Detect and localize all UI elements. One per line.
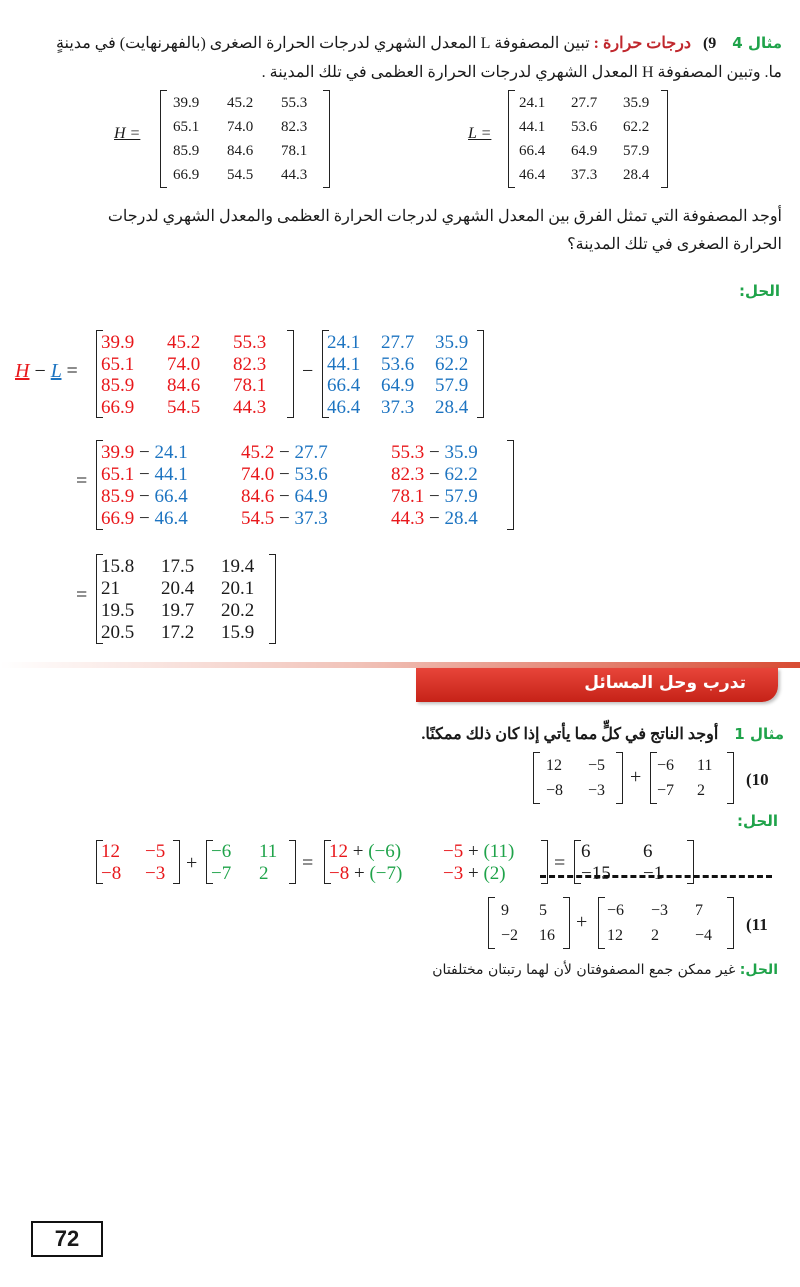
problem-text-line-1: تبين المصفوفة L المعدل الشهري لدرجات الحرارة الصغرى (بالفهرنهايت) في مدينةٍ [55, 35, 590, 52]
section-banner-title: تدرب وحل المسائل [584, 673, 746, 693]
q11-matrix-B [598, 897, 734, 949]
q10-A-cell: −5 [588, 757, 606, 774]
book-H-cell: 78.1 [281, 143, 308, 159]
q11-solution-text: غير ممكن جمع المصفوفتان لأن لهما رتبتان مختلفتان [432, 962, 736, 978]
result-cell: 19.4 [221, 556, 255, 577]
s10-res-cell: 6 [581, 841, 591, 862]
sol-L-cell: 37.3 [381, 396, 415, 418]
q10-A-cell: −8 [546, 782, 564, 799]
result-cell: 20.5 [101, 622, 135, 643]
book-L-cell: 66.4 [519, 143, 546, 159]
book-L-cell: 44.1 [519, 119, 546, 135]
diff-cell: 54.5 − 37.3 [241, 508, 328, 529]
s10-sum-cell: −3 + (2) [443, 862, 506, 884]
lhs-equals: = [66, 360, 78, 382]
q11-B-cell: 2 [651, 927, 659, 944]
result-matrix [96, 554, 276, 644]
page-number: 72 [31, 1221, 103, 1257]
book-H-cell: 45.2 [227, 95, 254, 111]
equals-sign-2: = [76, 470, 88, 492]
q10-B-cell: 11 [697, 757, 713, 774]
solution-heading: الحل: [739, 282, 780, 300]
minus-sign: − [302, 360, 314, 382]
sol-H-cell: 74.0 [167, 353, 201, 375]
book-matrix-L-label: L = [468, 125, 492, 142]
instruction-text: أوجد الناتج في كلٍّ مما يأتي إذا كان ذلك ممكنًا. [421, 726, 719, 743]
sol-H-cell: 78.1 [233, 375, 267, 396]
lhs-H: H [15, 360, 30, 382]
s10-res-cell: −15 [581, 862, 611, 884]
q11-A-cell: 16 [539, 927, 555, 944]
example-label: مثال 4 [732, 34, 782, 52]
diff-cell: 65.1 − 44.1 [101, 464, 188, 485]
question-line-2: الحرارة الصغرى في تلك المدينة؟ [567, 236, 782, 253]
q10-solution-heading: الحل: [737, 812, 778, 830]
book-L-cell: 62.2 [623, 119, 650, 135]
question-line-1: أوجد المصفوفة التي تمثل الفرق بين المعدل الشهري لدرجات الحرارة العظمى والمعدل الشهري لدرجات [107, 208, 782, 225]
q11-matrix-A [488, 897, 570, 949]
sol-H-cell: 84.6 [167, 375, 201, 396]
sol-L-cell: 66.4 [327, 375, 361, 396]
example-4-header [12, 30, 782, 57]
sol-H-cell: 82.3 [233, 353, 267, 375]
q11-A-cell: 5 [539, 902, 547, 919]
problem-text-line-2: ما. وتبين المصفوفة H المعدل الشهري لدرجات الحرارة العظمى في تلك المدينة . [261, 64, 782, 81]
solution-matrix-H [96, 330, 294, 418]
diff-cell: 78.1 − 57.9 [391, 486, 478, 507]
result-cell: 20.4 [161, 578, 195, 599]
q11-B-cell: 7 [695, 902, 703, 919]
book-L-cell: 24.1 [519, 95, 546, 111]
diff-cell: 74.0 − 53.6 [241, 464, 328, 485]
lhs-expression [15, 360, 78, 383]
sol-L-cell: 53.6 [381, 353, 415, 375]
sol10-matrix-A [96, 840, 180, 884]
s10-A-cell: −8 [101, 862, 122, 884]
sol10-equals-2: = [554, 852, 566, 874]
s10-B-cell: −7 [211, 862, 232, 884]
result-cell: 20.2 [221, 600, 255, 621]
diff-cell: 84.6 − 64.9 [241, 486, 328, 507]
result-cell: 15.9 [221, 622, 255, 643]
sol-L-cell: 64.9 [381, 375, 415, 396]
book-H-cell: 65.1 [173, 119, 200, 135]
book-H-cell: 74.0 [227, 119, 254, 135]
s10-B-cell: 2 [259, 862, 269, 884]
sol-H-cell: 39.9 [101, 332, 135, 353]
book-L-cell: 46.4 [519, 167, 546, 183]
sol-H-cell: 65.1 [101, 353, 135, 375]
s10-sum-cell: −5 + (11) [443, 841, 515, 862]
lhs-minus: − [34, 360, 46, 382]
lhs-L: L [50, 360, 62, 382]
sol10-sum-matrix [324, 840, 548, 884]
q11-plus: + [576, 911, 588, 933]
sol-L-cell: 35.9 [435, 332, 469, 353]
book-L-cell: 28.4 [623, 167, 650, 183]
q10-matrix-A [533, 752, 623, 804]
q10-B-cell: −6 [657, 757, 675, 774]
s10-B-cell: −6 [211, 841, 232, 862]
sol-L-cell: 46.4 [327, 396, 361, 418]
problem-title: درجات حرارة : [593, 35, 691, 52]
practice-instruction [421, 724, 784, 744]
separator-dashed-line [540, 875, 772, 878]
sol-L-cell: 62.2 [435, 353, 469, 375]
difference-matrix [96, 440, 514, 530]
book-H-cell: 85.9 [173, 143, 200, 159]
problem-number: 9) [702, 35, 717, 52]
diff-cell: 55.3 − 35.9 [391, 442, 478, 463]
q10-B-cell: −7 [657, 782, 675, 799]
book-L-cell: 57.9 [623, 143, 650, 159]
q10-A-cell: 12 [546, 757, 562, 774]
sol-H-cell: 44.3 [233, 396, 267, 418]
sol-H-cell: 45.2 [167, 332, 201, 353]
result-cell: 20.1 [221, 578, 255, 599]
book-H-cell: 84.6 [227, 143, 254, 159]
book-H-cell: 44.3 [281, 167, 308, 183]
sol10-plus: + [186, 852, 198, 874]
q11-solution-heading: الحل: [739, 962, 778, 978]
s10-res-cell: −1 [643, 862, 664, 884]
sol-L-cell: 28.4 [435, 396, 469, 418]
q10-number: (10 [746, 770, 769, 789]
sol10-equals-1: = [302, 852, 314, 874]
book-H-cell: 54.5 [227, 167, 254, 183]
book-H-cell: 82.3 [281, 119, 308, 135]
q11-solution [432, 962, 778, 978]
s10-A-cell: 12 [101, 841, 120, 862]
result-cell: 19.5 [101, 600, 135, 621]
sol-H-cell: 55.3 [233, 332, 267, 353]
book-H-cell: 66.9 [173, 167, 200, 183]
diff-cell: 39.9 − 24.1 [101, 442, 188, 463]
book-L-cell: 35.9 [623, 95, 650, 111]
q10-A-cell: −3 [588, 782, 606, 799]
s10-sum-cell: 12 + (−6) [329, 841, 402, 862]
result-cell: 17.2 [161, 622, 195, 643]
s10-res-cell: 6 [643, 841, 653, 862]
q10-plus: + [630, 766, 642, 788]
q11-B-cell: −6 [607, 902, 625, 919]
q11-B-cell: −3 [651, 902, 669, 919]
book-matrix-H-label: H = [114, 125, 141, 142]
q11-number: (11 [746, 915, 768, 934]
s10-B-cell: 11 [259, 841, 278, 862]
example-1-label: مثال 1 [734, 725, 784, 743]
sol-L-cell: 24.1 [327, 332, 361, 353]
sol-L-cell: 57.9 [435, 375, 469, 396]
diff-cell: 44.3 − 28.4 [391, 508, 478, 529]
sol-L-cell: 44.1 [327, 353, 361, 375]
diff-cell: 45.2 − 27.7 [241, 442, 328, 463]
book-L-cell: 37.3 [571, 167, 598, 183]
sol-H-cell: 54.5 [167, 396, 201, 418]
book-L-cell: 53.6 [571, 119, 598, 135]
book-matrix-H [160, 90, 330, 188]
book-H-cell: 55.3 [281, 95, 308, 111]
s10-sum-cell: −8 + (−7) [329, 862, 403, 884]
diff-cell: 85.9 − 66.4 [101, 486, 188, 507]
result-cell: 19.7 [161, 600, 195, 621]
book-H-cell: 39.9 [173, 95, 200, 111]
s10-A-cell: −3 [145, 862, 166, 884]
sol-L-cell: 27.7 [381, 332, 415, 353]
result-cell: 21 [101, 578, 120, 599]
q11-A-cell: −2 [501, 927, 519, 944]
sol-H-cell: 66.9 [101, 396, 135, 418]
result-cell: 15.8 [101, 556, 135, 577]
sol10-matrix-B [206, 840, 296, 884]
diff-cell: 66.9 − 46.4 [101, 508, 188, 529]
book-matrix-L [508, 90, 668, 188]
q11-B-cell: 12 [607, 927, 623, 944]
result-cell: 17.5 [161, 556, 195, 577]
diff-cell: 82.3 − 62.2 [391, 464, 478, 485]
q10-B-cell: 2 [697, 782, 705, 799]
solution-matrix-L [322, 330, 484, 418]
equals-sign-3: = [76, 584, 88, 606]
sol-H-cell: 85.9 [101, 375, 135, 396]
q10-matrix-B [650, 752, 734, 804]
book-L-cell: 27.7 [571, 95, 598, 111]
q11-A-cell: 9 [501, 902, 509, 919]
s10-A-cell: −5 [145, 841, 166, 862]
book-L-cell: 64.9 [571, 143, 598, 159]
q11-B-cell: −4 [695, 927, 713, 944]
